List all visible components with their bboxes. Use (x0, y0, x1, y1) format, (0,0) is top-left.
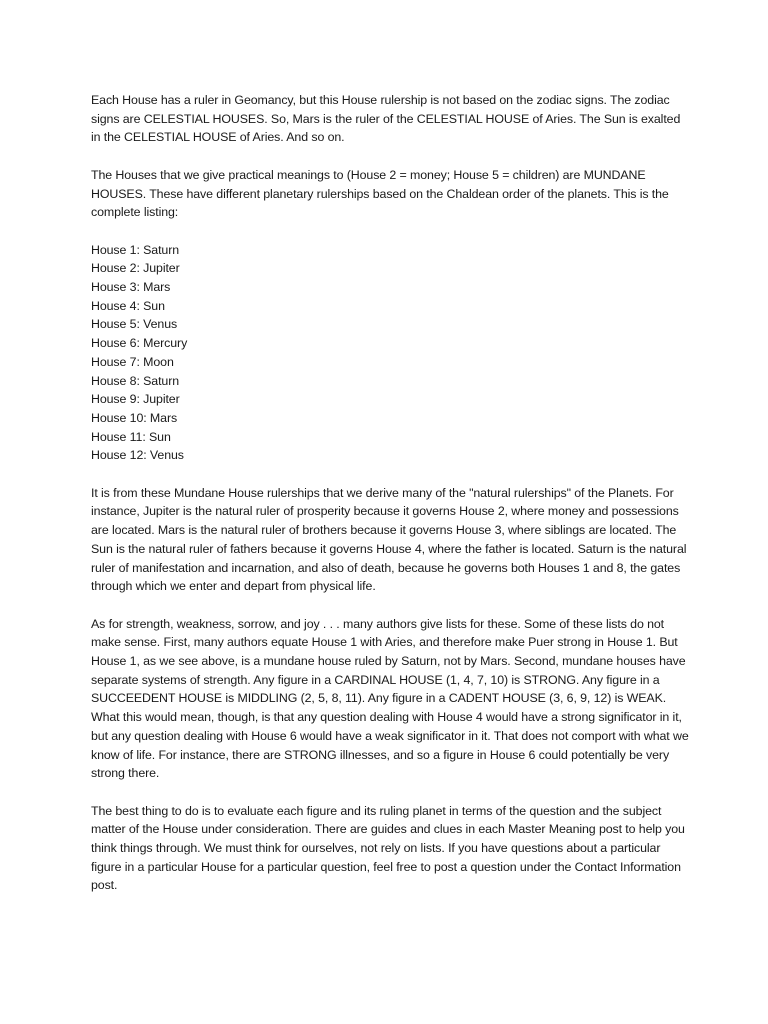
list-item: House 5: Venus (91, 317, 178, 332)
list-item: House 2: Jupiter (91, 261, 180, 276)
list-item: House 6: Mercury (91, 336, 188, 351)
list-item: House 7: Moon (91, 354, 174, 369)
house-rulership-list (91, 241, 691, 465)
paragraph-mundane-houses: The Houses that we give practical meanings to (House 2 = money; House 5 = children) are MUNDANE HOUSES. These have different planetary rulerships based on the Chaldean order of the planets. This is the complete listing: (91, 167, 669, 220)
list-item: House 12: Venus (91, 448, 184, 463)
list-item: House 10: Mars (91, 410, 178, 425)
paragraph-natural-rulerships: It is from these Mundane House rulerships that we derive many of the "natural rulerships" of the Planets. For instance, Jupiter is the natural ruler of prosperity because it governs House 2, where money and possessions are located. Mars is the natural ruler of brothers because it governs House 3, where siblings are located. The Sun is the natural ruler of fathers because it governs House 4, where the father is located. Saturn is the natural ruler of manifestation and incarnation, and also of death, because he governs both Houses 1 and 8, the gates through which we enter and depart from physical life. (91, 485, 687, 594)
paragraph-houses-intro: Each House has a ruler in Geomancy, but this House rulership is not based on the zodiac signs. The zodiac signs are CELESTIAL HOUSES. So, Mars is the ruler of the CELESTIAL HOUSE of Aries. The Sun is exalted in the CELESTIAL HOUSE of Aries. And so on. (91, 93, 681, 145)
paragraph-best-practice: The best thing to do is to evaluate each figure and its ruling planet in terms of the question and the subject matter of the House under consideration. There are guides and clues in each Master Meaning post to help you think things through. We must think for ourselves, not rely on lists. If you have questions about a particular figure in a particular House for a particular question, feel free to post a question under the Contact Information post. (91, 803, 685, 893)
paragraph-strength-weakness: As for strength, weakness, sorrow, and joy . . . many authors give lists for these. Some of these lists do not make sense. First, many authors equate House 1 with Aries, and therefore make Puer strong in House 1. But House 1, as we see above, is a mundane house ruled by Saturn, not by Mars. Second, mundane houses have separate systems of strength. Any figure in a CARDINAL HOUSE (1, 4, 7, 10) is STRONG. Any figure in a SUCCEEDENT HOUSE is MIDDLING (2, 5, 8, 11). Any figure in a CADENT HOUSE (3, 6, 9, 12) is WEAK. What this would mean, though, is that any question dealing with House 4 would have a strong significator in it, but any question dealing with House 6 would have a weak significator in it. That does not comport with what we know of life. For instance, there are STRONG illnesses, and so a figure in House 6 could potentially be very strong there. (91, 616, 689, 781)
document-body (91, 91, 691, 914)
list-item: House 11: Sun (91, 429, 171, 444)
list-item: House 4: Sun (91, 298, 165, 313)
list-item: House 8: Saturn (91, 373, 180, 388)
list-item: House 9: Jupiter (91, 392, 180, 407)
list-item: House 3: Mars (91, 280, 171, 294)
list-item: House 1: Saturn (91, 242, 180, 257)
